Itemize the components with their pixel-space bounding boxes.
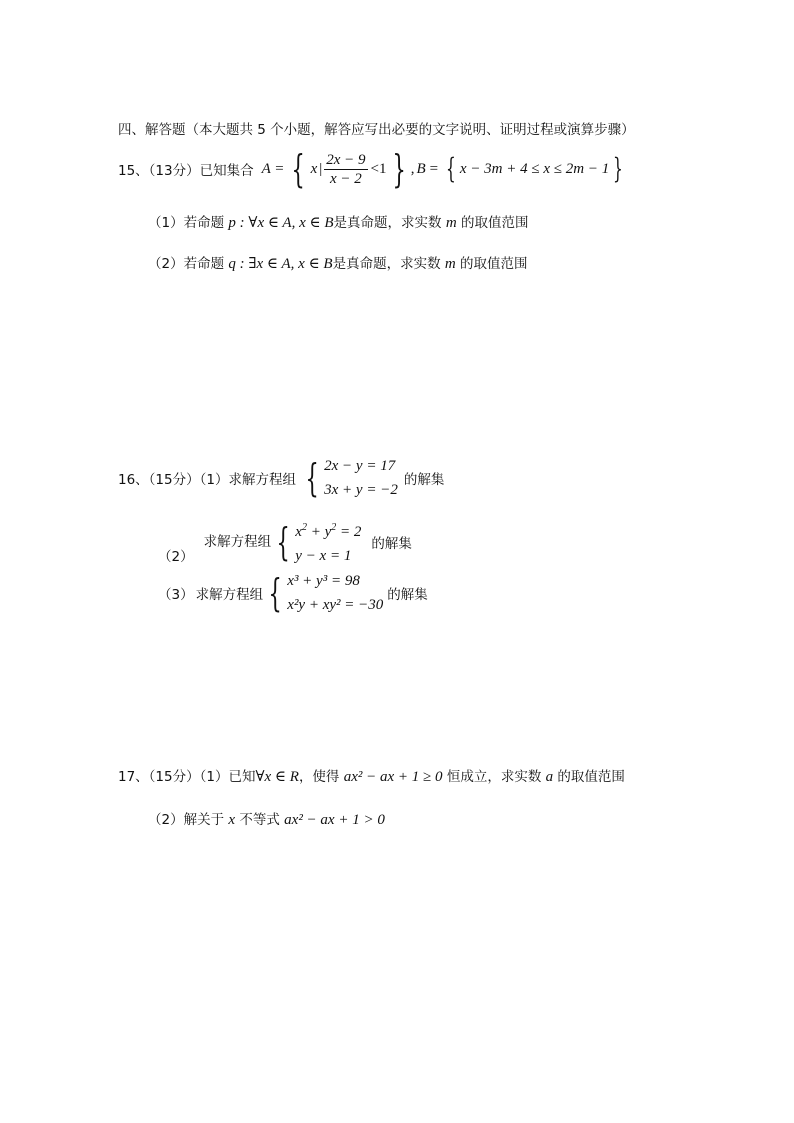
equation-system-2: { $x^2 + y^2 = 2$ y − x = 1 — [276, 520, 362, 564]
q15-p2-math: q : ∃x ∈ A, x ∈ B — [228, 256, 333, 272]
fraction-numerator: 2x − 9 — [326, 151, 366, 168]
q17-inequality-2: ax² − ax + 1 > 0 — [284, 812, 385, 828]
set-b-expression: { x − 3m + 4 ≤ x ≤ 2m − 1 } — [446, 152, 624, 185]
equation-system-1: { 2x − y = 17 3x + y = −2 — [305, 456, 398, 500]
q15-part-1: （1）若命题 p : ∀x ∈ A, x ∈ B是真命题，求实数 m 的取值范围 — [148, 215, 529, 231]
left-brace: { — [291, 147, 306, 191]
q17-part-2: （2）解关于 x 不等式 ax² − ax + 1 > 0 — [148, 812, 385, 828]
right-brace: } — [391, 147, 406, 191]
question-16-header: 16、（15分）（1）求解方程组 { 2x − y = 17 3x + y = −2 的解集 — [118, 456, 445, 500]
q16-part-3: （3） 求解方程组 { x³ + y³ = 98 x²y + xy² = −30 的解集 — [158, 571, 428, 615]
q15-part-2: （2）若命题 q : ∃x ∈ A, x ∈ B是真命题，求实数 m 的取值范围 — [148, 256, 528, 272]
q17-inequality-1: ax² − ax + 1 ≥ 0 — [343, 769, 443, 785]
question-15-header: 15、（13分）已知集合 A = { x | $\frac{2x - 9}{x - 2}$ <1 } , B = { x − 3m + 4 ≤ x ≤ 2m − 1 } — [118, 150, 627, 188]
set-a-fraction — [324, 151, 367, 188]
equation-system-3: { x³ + y³ = 98 x²y + xy² = −30 — [268, 571, 384, 615]
q15-p1-math: p : ∀x ∈ A, x ∈ B — [228, 215, 334, 231]
q17-forall: ∀x ∈ R — [255, 769, 299, 785]
fraction-denominator: x − 2 — [330, 170, 362, 187]
q15-head: 15、（13分）已知集合 — [118, 163, 254, 179]
section-title: 四、解答题（本大题共 5 个小题，解答应写出必要的文字说明、证明过程或演算步骤） — [118, 122, 635, 138]
q16-part-2: （2） 求解方程组 { $x^2 + y^2 = 2$ y − x = 1 的解集 — [158, 516, 412, 568]
set-a-expression: { x | $\frac{2x - 9}{x - 2}$ <1 } — [291, 147, 406, 191]
question-17-header: 17、（15分）（1）已知∀x ∈ R，使得 ax² − ax + 1 ≥ 0 恒成立，求实数 a 的取值范围 — [118, 769, 625, 785]
set-a-lhs: A = — [261, 160, 285, 177]
